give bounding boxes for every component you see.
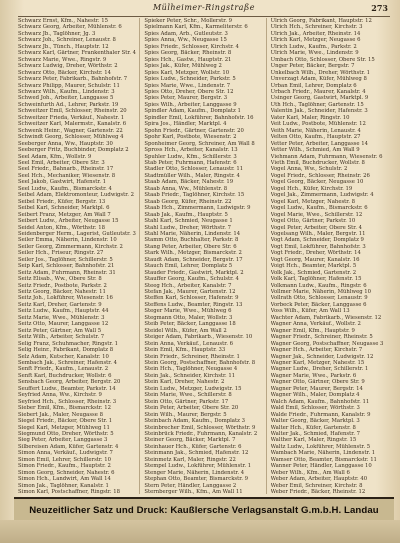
directory-entry: Simon Hch., Landwirt, Am Wall 14 <box>18 476 111 483</box>
directory-entry: Stauder Friedr., Gastwirt, Marktpl. 2 <box>144 269 244 276</box>
directory-entry: Schwarz Peter, Fabrikarb., Bahnhofstr. 7 <box>18 76 128 83</box>
directory-entry: Vogel Otto, Gärtner, Parkstr. 10 <box>270 218 356 225</box>
directory-entry: Steinmann Jak., Schmied, Hafenstr. 12 <box>144 450 249 457</box>
directory-entry: Ulrich Hch., Schreiner, Kirchstr. 3 <box>270 24 363 31</box>
directory-entry: Seitz Adam, Fuhrmann, Rheinstr. 31 <box>18 269 116 276</box>
directory-entry: Seitz Joh., Lokführer, Wiesenstr. 16 <box>18 295 113 302</box>
directory-entry: Seitz Wilh., Arbeiter, Schulstr. 7 <box>18 334 105 341</box>
directory-columns <box>18 18 392 494</box>
directory-entry: Schwarz Ernst, Kfm., Nahestr. 15 <box>18 18 108 24</box>
directory-entry: Schwarz Jb., Tünch., Hauptstr. 12 <box>18 43 109 50</box>
directory-entry: Unger Peter, Bäcker, Bergstr. 7 <box>270 63 355 70</box>
directory-entry: Staab Adam, Bäcker, Nahestr. 19 <box>144 179 234 186</box>
directory-entry: Sternberger Wilh., Kfm., Am Wall 11 <box>144 489 243 494</box>
directory-entry: Vogel Anna, Ww., Schulstr. 2 <box>270 166 348 173</box>
directory-entry: Siebert Jak., Maler, Neugasse 8 <box>18 411 103 418</box>
directory-entry: Vogt Emil, Lokführer, Bahnhofstr. 3 <box>270 243 366 250</box>
directory-entry: Spohr Karl, Postbote, Wiesenstr. 2 <box>144 134 237 141</box>
directory-entry: Ulrich Georg, Fabrikant, Hauptstr. 12 <box>270 18 372 24</box>
directory-entry: Vogelsang Wilh., Maler, Bergstr. 11 <box>270 230 366 237</box>
directory-entry: Selig Franz, Schuhmacher, Ringstr. 1 <box>18 340 119 347</box>
directory-entry: Stein Otto, Gärtner, Parkstr. 17 <box>144 398 229 405</box>
page-number: 273 <box>371 3 388 13</box>
directory-entry: Seyfried Hch., Schlosser, Rheinstr. 3 <box>18 398 117 405</box>
directory-entry: Seip Karl, Schlosser, Bahnhofstr. 21 <box>18 263 115 270</box>
directory-entry: Walch Adam, Kaufm., Bahnhofstr. 11 <box>270 398 370 405</box>
directory-entry: Stang Peter, Arbeiter, Obere Str. 6 <box>144 243 237 250</box>
directory-entry: Seiler Hch., Friseur, Ringstr. 27 <box>18 250 104 257</box>
directory-entry: Vogel Karl, Metzger, Nahestr. 8 <box>270 198 355 205</box>
running-title: Mülheimer-Ringstraße <box>152 3 256 12</box>
directory-entry: Vetter Peter, Arbeiter, Langgasse 14 <box>270 140 368 147</box>
directory-entry: Wanner Peter, Händler, Langgasse 10 <box>270 463 372 470</box>
directory-entry: Siegel Friedr., Bäcker, Obere Str. 1 <box>18 418 113 425</box>
directory-entry: Vater Karl, Maler, Ringstr. 10 <box>270 114 350 121</box>
directory-entry: Schwindt Georg, Schlosser, Mühlweg 4 <box>18 134 124 141</box>
directory-entry: Spies Otto, Dreher, Obere Str. 12 <box>144 88 234 95</box>
directory-entry: Seel Jakob, Gastwirt, Hafenstr. 1 <box>18 179 107 186</box>
directory-entry: Siegel Karl, Metzger, Mühlweg 11 <box>18 424 110 431</box>
directory-entry: Wagner Anna, Verkäuf., Wollstr. 2 <box>270 321 361 328</box>
directory-entry: Spies Peter, Maurer, Bergstr. 3 <box>144 95 228 102</box>
directory-entry: Staab Jak., Kaufm., Hauptstr. 5 <box>144 211 228 218</box>
directory-entry: Sembach Jak., Schreiner, Hafenstr. 4 <box>18 360 117 367</box>
directory-entry: Seidenberger Herm., Lagerist, Gutleutstr. 3 <box>18 230 136 237</box>
directory-entry: Spies Friedr., Schlosser, Kirchstr. 4 <box>144 43 239 50</box>
directory-entry: Seiler Jos., Taglöhner, Schillerstr. 5 <box>18 256 113 263</box>
directory-entry: Steinhauer Hch., Küfer, Gartenstr. 6 <box>144 443 242 450</box>
directory-entry: Stein Peter, Arbeiter, Obere Str. 20 <box>144 405 239 412</box>
directory-entry: Schwarz Ludwig, Dreher, Wörthstr. 2 <box>18 63 118 70</box>
directory-entry: Unverzagt Adam, Küfer, Mühlweg 8 <box>270 76 367 83</box>
directory-entry: Seitz Otto, Maurer, Langgasse 12 <box>18 321 109 328</box>
directory-entry: Seibel Friedr., Küfer, Bergstr. 13 <box>18 198 106 205</box>
directory-entry: Seidel Anton, Kfm., Wörthstr. 18 <box>18 224 105 231</box>
directory-entry: Wagner Emil, Kfm., Hauptstr. 9 <box>270 327 355 334</box>
directory-entry: Spohn Friedr., Gärtner, Gartenstr. 20 <box>144 127 244 134</box>
directory-entry: Walter Hch., Küfer, Gartenstr. 8 <box>270 424 356 431</box>
directory-entry: Schwarz Wilh., Kaufm., Lindenstr. 3 <box>18 88 115 95</box>
directory-entry: Stein Karl, Dreher, Nahestr. 2 <box>144 379 225 386</box>
directory-entry: Wagner Peter, Maurer, Bergstr. 14 <box>270 385 363 392</box>
directory-entry: Stern Peter, Händler, Langgasse 2 <box>144 482 237 489</box>
directory-entry: Uth Hch., Taglöhner, Gartenstr. 15 <box>270 101 364 108</box>
directory-entry: Vogel Hch., Küfer, Kirchstr. 19 <box>270 185 353 192</box>
directory-entry: Senft Karl, Buchdrucker, Wollstr. 6 <box>18 372 112 379</box>
directory-entry: Vogel Friedr., Schlosser, Rheinstr. 26 <box>270 172 370 179</box>
directory-entry: Wagner Otto, Gärtner, Obere Str. 9 <box>270 379 365 386</box>
directory-entry: Steidel Wilh., Küfer, Am Wall 2 <box>144 327 227 334</box>
directory-entry: Seitz Ludw., Kaufm., Hauptstr. 44 <box>18 308 109 315</box>
directory-entry: Ulrich Ludw., Kaufm., Parkstr. 2 <box>270 43 357 50</box>
directory-entry: Stauch Emil, Lehrer, Domplatz 5 <box>144 263 233 270</box>
directory-entry: Schwarz Joh., Schreiner, Lenaustr. 8 <box>18 37 116 44</box>
directory-entry: Sensbach Georg, Arbeiter, Bergstr. 20 <box>18 379 121 386</box>
directory-entry: Schweitzer Emil, Schlosser, Rheinstr. 20 <box>18 108 127 115</box>
directory-entry: Wagner Jak., Schneider, Ludwigstr. 12 <box>270 353 374 360</box>
directory-entry: Stein Hch., Taglöhner, Neugasse 4 <box>144 366 238 373</box>
directory-entry: Seyfried Anna, Ww., Kirchstr. 9 <box>18 392 102 399</box>
advertisement-text: Neuzeitlicher Satz und Druck: Kaußlersche Verlagsanstalt G.m.b.H. Landau <box>29 504 379 516</box>
directory-entry: Wald Emil, Schlosser, Wörthstr. 3 <box>270 405 360 412</box>
directory-entry: Selz Adam, Kutscher, Kanalstr. 10 <box>18 353 109 360</box>
directory-entry: Seuffert Ludw., Beamter, Parkstr. 14 <box>18 385 116 392</box>
directory-entry: Steinbach Adam, Kaufm., Domplatz 3 <box>144 418 245 425</box>
directory-entry: Vieth Emil, Buchdrucker, Wollstr. 8 <box>270 159 365 166</box>
directory-entry: Stein Emil, Kfm., Hauptstr. 33 <box>144 347 226 354</box>
directory-entry: Schwarz Marie, Wwe., Ringstr. 9 <box>18 56 107 63</box>
directory-entry: Vorbeck Peter, Bäcker, Langgasse 6 <box>270 301 367 308</box>
directory-entry: Seel Friedr., Bahnarb., Rheinstr. 17 <box>18 166 114 173</box>
directory-entry: Volk Jak., Schmied, Gartenstr. 2 <box>270 269 357 276</box>
directory-entry: Spindler Emil, Lokführer, Bahnhofstr. 16 <box>144 114 254 121</box>
directory-entry: Seiler Emma, Näherin, Lindenstr. 10 <box>18 237 117 244</box>
directory-entry: Weber Adam, Arbeiter, Hauptstr. 40 <box>270 476 368 483</box>
directory-entry: Steger Marie, Wwe., Mühlweg 6 <box>144 308 232 315</box>
directory-entry: Seeberger Fritz, Buchbinder, Domplatz 2 <box>18 147 129 154</box>
directory-entry: Steiger Adam, Fabrikarb., Wiesenstr. 10 <box>144 334 253 341</box>
directory-entry: Schwarz Jb., Taglöhner, Jg. 3 <box>18 30 96 37</box>
directory-entry: Vogt Friedr., Dreher, Wörthstr. 14 <box>270 250 361 257</box>
directory-entry: Urbach Friedr., Maurer, Kanalstr. 4 <box>270 88 366 95</box>
directory-entry: Steffen Karl, Schlosser, Hafenstr. 9 <box>144 295 239 302</box>
directory-entry: Steiner Georg, Bäcker, Marktpl. 7 <box>144 437 236 444</box>
directory-entry: Seibel Karl, Schneider, Marktpl. 6 <box>18 205 110 212</box>
directory-entry: Urban Emil, Lehrer, Domplatz 6 <box>270 82 357 89</box>
directory-entry: Seitz Friedr., Postbote, Parkstr. 2 <box>18 282 107 289</box>
directory-entry: Stahl Karl, Schmied, Neugasse 1 <box>144 218 233 225</box>
directory-entry: Spies Karl, Metzger, Wollstr. 10 <box>144 69 230 76</box>
directory-entry: Spross Hch., Arbeiter, Kanalstr. 13 <box>144 147 238 154</box>
directory-entry: Steinmetz Karl, Maler, Ringstr. 22 <box>144 456 236 463</box>
directory-entry: Stein Anna, Verkäuf., Lenaustr. 6 <box>144 340 233 347</box>
directory-entry: Vogel Jak., Zimmermann, Ludwigstr. 4 <box>270 192 374 199</box>
directory-entry: Staab Friedr., Taglöhner, Kirchstr. 15 <box>144 192 245 199</box>
directory-entry: Schweitzer Frieda, Verkäuf., Nahestr. 1 <box>18 114 125 121</box>
directory-entry: Schwed Joh., Arbeiter, Langgasse 5 <box>18 95 114 102</box>
directory-entry: Steinbrück Friedr., Fuhrmann, Kanalstr. 2 <box>144 431 258 437</box>
directory-entry: Walther Karl, Maler, Ringstr. 15 <box>270 437 357 444</box>
directory-entry: Stadtmüller Wilh., Maler, Ringstr. 4 <box>144 172 240 179</box>
directory-entry: Stadler Otto, Schlosser, Lenaustr. 11 <box>144 166 244 173</box>
directory-entry: Seitz Elisab., Ww., Obere Str. 8 <box>18 276 102 283</box>
directory-entry: Spielmann Karl, Kfm., Karmeliterstr. 6 <box>144 24 248 31</box>
directory-entry: Steffens Ludw., Beamter, Ringstr. 13 <box>144 301 243 308</box>
directory-entry: Ulrich Jak., Arbeiter, Rheinstr. 14 <box>270 30 361 37</box>
directory-entry: Seel Adam, Kfm., Wollstr. 9 <box>18 153 92 160</box>
directory-entry: Wagner Hch., Arbeiter, Kirchstr. 7 <box>270 347 363 354</box>
directory-entry: Sponheimer Georg, Schreiner, Am Wall 8 <box>144 140 255 147</box>
directory-entry: Stein Jak., Schneider, Kirchstr. 11 <box>144 372 236 379</box>
directory-entry: Schwarz Georg, Arbeiter, Mühlenstr. 6 <box>18 24 122 31</box>
directory-entry: Senft Friedr., Kaufm., Lenaustr. 2 <box>18 366 109 373</box>
directory-entry: Wagner Wilh., Maler, Domplatz 4 <box>270 392 360 399</box>
directory-entry: Stein Marie, Wwe., Schillerstr. 8 <box>144 392 232 399</box>
directory-entry: Spindler Adam, Kaufm., Domplatz 1 <box>144 108 241 115</box>
directory-entry: Vogel Marie, Wwe., Schillerstr. 12 <box>270 211 363 218</box>
directory-entry: Seitz Georg, Bäcker, Nahestr. 11 <box>18 289 106 296</box>
directory-entry: Steeg Hch., Arbeiter, Kanalstr. 7 <box>144 282 232 289</box>
directory-entry: Stark Wilh., Metzger, Bismarckstr. 2 <box>144 250 242 257</box>
directory-entry: Voigt Hch., Beamter, Marktpl. 5 <box>270 263 357 270</box>
directory-entry: Spies Hch., Gastw., Hauptstr. 21 <box>144 56 232 63</box>
directory-entry: Staab Anna, Ww., Mühlenstr. 8 <box>144 185 228 192</box>
directory-entry: Spies Marie, Wwe., Lindenstr. 7 <box>144 82 231 89</box>
directory-entry: Siegmund Otto, Dreher, Wörthstr. 5 <box>18 431 114 437</box>
directory-entry: Weber Friedr., Bäcker, Rheinstr. 12 <box>270 489 366 494</box>
directory-entry: Sieber Emil, Kfm., Bismarckstr. 12 <box>18 405 111 412</box>
directory-entry: Spies Ludw., Schneider, Parkstr. 5 <box>144 76 236 83</box>
directory-entry: Simon Emil, Lehrer, Schillerstr. 10 <box>18 456 111 463</box>
directory-entry: Umbach Otto, Schlosser, Obere Str. 15 <box>270 56 375 63</box>
directory-entry: Wagner Friedr., Schreiner, Rheinstr. 5 <box>270 334 373 341</box>
directory-entry: Seitz Marie, Wwe., Mühlenstr. 3 <box>18 314 105 321</box>
directory-entry: Weber Wilh., Kfm., Am Wall 6 <box>270 469 350 476</box>
directory-entry: Ulrich Karl, Metzger, Neugasse 6 <box>270 37 361 44</box>
directory-entry: Wagner Ludw., Dreher, Schillerstr. 1 <box>270 366 369 373</box>
page-header <box>18 2 390 17</box>
directory-entry: Spira Jos., Händler, Marktpl. 4 <box>144 121 227 128</box>
directory-entry: Stahl Ludw., Dreher, Wörthstr. 7 <box>144 224 231 231</box>
directory-entry: Velten Otto, Kaufm., Hauptstr. 27 <box>270 134 361 141</box>
directory-entry: Spies Jak., Küfer, Mühlweg 2 <box>144 63 222 70</box>
directory-entry: Simon Friedr., Kaufm., Hauptstr. 2 <box>18 463 111 470</box>
directory-entry: Unkelbach Wilh., Dreher, Wörthstr. 1 <box>270 69 371 76</box>
directory-entry: Stauffer Georg, Kaufm., Schulstr. 4 <box>144 276 239 283</box>
directory-entry: Stefan Jak., Maurer, Gartenstr. 12 <box>144 289 236 296</box>
directory-column-middle <box>144 18 266 494</box>
directory-entry: Veith Marie, Näherin, Lenaustr. 4 <box>270 127 361 134</box>
directory-entry: Walde Friedr., Fuhrmann, Kanalstr. 9 <box>270 411 371 418</box>
directory-entry: Spies Adam, Arb., Gutleutstr. 3 <box>144 30 228 37</box>
directory-entry: Simon Karl, Postschaffner, Ringstr. 18 <box>18 489 120 494</box>
directory-entry: Ulrich Marie, Wwe., Lindenstr. 9 <box>270 50 359 57</box>
directory-entry: Schwarz Otto, Bäcker, Kirchstr. 14 <box>18 69 112 76</box>
directory-entry: Stahl Marie, Näherin, Lindenstr. 14 <box>144 230 241 237</box>
directory-entry: Seibel Adam, Elektromonteur, Ludwigstr. 2 <box>18 192 134 199</box>
directory-entry: Staudt Adam, Schneider, Bergstr. 17 <box>144 256 243 263</box>
directory-entry: Spies Georg, Bäcker, Rheinstr. 8 <box>144 50 232 57</box>
page-bottom-edge <box>0 520 400 543</box>
directory-entry: Vollrath Otto, Schlosser, Lenaustr. 9 <box>270 295 368 302</box>
directory-entry: Voss Wilh., Küfer, Am Wall 13 <box>270 308 350 315</box>
directory-entry: Stein Friedr., Schreiner, Rheinstr. 1 <box>144 353 240 360</box>
directory-entry: Vogel Georg, Bäcker, Neugasse 10 <box>270 179 364 186</box>
directory-entry: Vollmer Marie, Näherin, Mühlweg 10 <box>270 289 372 296</box>
directory-entry: Stenger Marie, Näherin, Lindenstr. 4 <box>144 469 245 476</box>
directory-entry: Staab Georg, Küfer, Rheinstr. 22 <box>144 198 232 205</box>
printer-advertisement <box>14 497 394 522</box>
directory-entry: Steib Peter, Bäcker, Langgasse 18 <box>144 321 236 328</box>
directory-entry: Walter Jak., Schmied, Hafenstr. 7 <box>270 431 360 437</box>
directory-entry: Usinger Georg, Gastwirt, Marktpl. 9 <box>270 95 369 102</box>
directory-entry: Seel Emil, Arbeiter, Obere Str. 3 <box>18 159 105 166</box>
directory-entry: Seibert Franz, Metzger, Am Wall 7 <box>18 211 111 218</box>
directory-entry: Seitz Peter, Gärtner, Am Wall 5 <box>18 327 102 334</box>
directory-entry: Seitz Karl, Dreher, Gartenstr. 9 <box>18 301 102 308</box>
directory-entry: Wambach Marie, Näherin, Lindenstr. 1 <box>270 450 376 457</box>
directory-entry: Steinbrecher Emil, Schlosser, Wörthstr. 9 <box>144 424 256 431</box>
directory-entry: Vogel Ludw., Kaufm., Bismarckstr. 6 <box>270 205 368 212</box>
directory-entry: Stab Peter, Fuhrmann, Hafenstr. 6 <box>144 159 237 166</box>
directory-entry: Sieg Peter, Arbeiter, Langgasse 3 <box>18 437 108 444</box>
directory-column-right <box>271 18 392 494</box>
directory-entry: Wagner Karl, Metzger, Nahestr. 15 <box>270 360 365 367</box>
directory-entry: Spies Anna, Ww., Neugasse 15 <box>144 37 227 44</box>
directory-entry: Stegmann Otto, Maler, Wollstr. 3 <box>144 314 233 321</box>
directory-entry: Stein Wilh., Maurer, Bergstr. 5 <box>144 411 227 418</box>
directory-entry: Weber Emil, Schreiner, Kirchstr. 8 <box>270 482 363 489</box>
directory-entry: Stein Georg, Postschaffner, Bahnhofstr. 8 <box>144 360 256 367</box>
directory-entry: Spuhler Ludw., Kfm., Schillerstr. 3 <box>144 153 237 160</box>
directory-entry: Volkmann Ludw., Kaufm., Ringstr. 6 <box>270 282 367 289</box>
directory-entry: Veit Ludw., Postbote, Mühlenstr. 12 <box>270 121 366 128</box>
directory-entry: Wagner Georg, Postschaffner, Neugasse 3 <box>270 340 384 347</box>
directory-entry: Schwarz Karl, Gärtner, Frankenthaler Str. 4 <box>18 50 137 57</box>
directory-entry: Schwarz Philipp, Maurer, Schulstr. 11 <box>18 82 120 89</box>
directory-entry: Stein Ludw., Metzger, Ludwigstr. 15 <box>144 385 242 392</box>
directory-entry: Spies Wilh., Arbeiter, Langgasse 9 <box>144 101 237 108</box>
directory-entry: Seeberger Anna, Ww., Hauptstr. 30 <box>18 140 113 147</box>
directory-entry: Spieker Peter, Schr., Mollerstr. 9 <box>144 18 232 24</box>
directory-entry: Simon Georg, Schneider, Nahestr. 6 <box>18 469 115 476</box>
directory-entry: Seiler Georg, Zimmermann, Kirchstr. 2 <box>18 243 123 250</box>
directory-entry: Vogel Peter, Arbeiter, Obere Str. 4 <box>270 224 362 231</box>
directory-column-left <box>18 18 140 494</box>
directory-entry: Simon Anna, Verkäuf., Ludwigstr. 7 <box>18 450 113 457</box>
directory-entry: Wamser Otto, Beamter, Bismarckstr. 11 <box>270 456 377 463</box>
directory-entry: Staab Hch., Zimmermann, Ludwigstr. 9 <box>144 205 251 212</box>
directory-entry: Viehmann Adam, Fuhrmann, Wiesenstr. 6 <box>270 153 383 160</box>
directory-entry: Simon Jak., Taglöhner, Kanalstr. 1 <box>18 482 109 489</box>
directory-entry: Stamm Otto, Buchhalter, Parkstr. 8 <box>144 237 239 244</box>
directory-entry: Wagner Marie, Wwe., Parkstr. 6 <box>270 372 357 379</box>
directory-entry: Vogt Georg, Maurer, Kanalstr. 16 <box>270 256 360 263</box>
directory-entry: Seel Ludw., Kaufm., Bismarckstr. 4 <box>18 185 112 192</box>
directory-entry: Walter Georg, Bäcker, Marktpl. 3 <box>270 418 360 425</box>
directory-entry: Stephan Otto, Beamter, Bismarckstr. 9 <box>144 476 248 483</box>
directory-entry: Seibert Ludw., Arbeiter, Neugasse 15 <box>18 218 119 225</box>
directory-entry: Vetter Wilh., Schmied, Am Wall 9 <box>270 147 360 154</box>
directory-entry: Valentin Jak., Schneider, Hafenstr. 3 <box>270 108 368 115</box>
directory-entry: Schweinfurth Ad., Lehrer, Parkstr. 19 <box>18 101 119 108</box>
directory-entry: Seel Hch., Mechaniker, Wiesenstr. 8 <box>18 172 116 179</box>
directory-entry: Schwenk Heinr., Wagner, Gartenstr. 22 <box>18 127 123 134</box>
directory-entry: Waltz Ludw., Lokführer, Mühlenstr. 5 <box>270 443 371 450</box>
directory-entry: Stempel Ludw., Lokführer, Mühlenstr. 1 <box>144 463 252 470</box>
directory-entry: Wachter Adam, Fabrikarb., Wiesenstr. 12 <box>270 314 382 321</box>
directory-entry: Schweitzer Karl, Malermstr., Kanalstr. 6 <box>18 121 127 128</box>
directory-entry: Volk Karl, Taglöhner, Hafenstr. 15 <box>270 276 362 283</box>
directory-entry: Vogt Adam, Schneider, Domplatz 9 <box>270 237 364 244</box>
directory-entry: Selig Heinr., Fabrikant, Domplatz 8 <box>18 347 114 354</box>
directory-entry: Silbereisen Adam, Küfer, Gartenstr. 4 <box>18 443 119 450</box>
